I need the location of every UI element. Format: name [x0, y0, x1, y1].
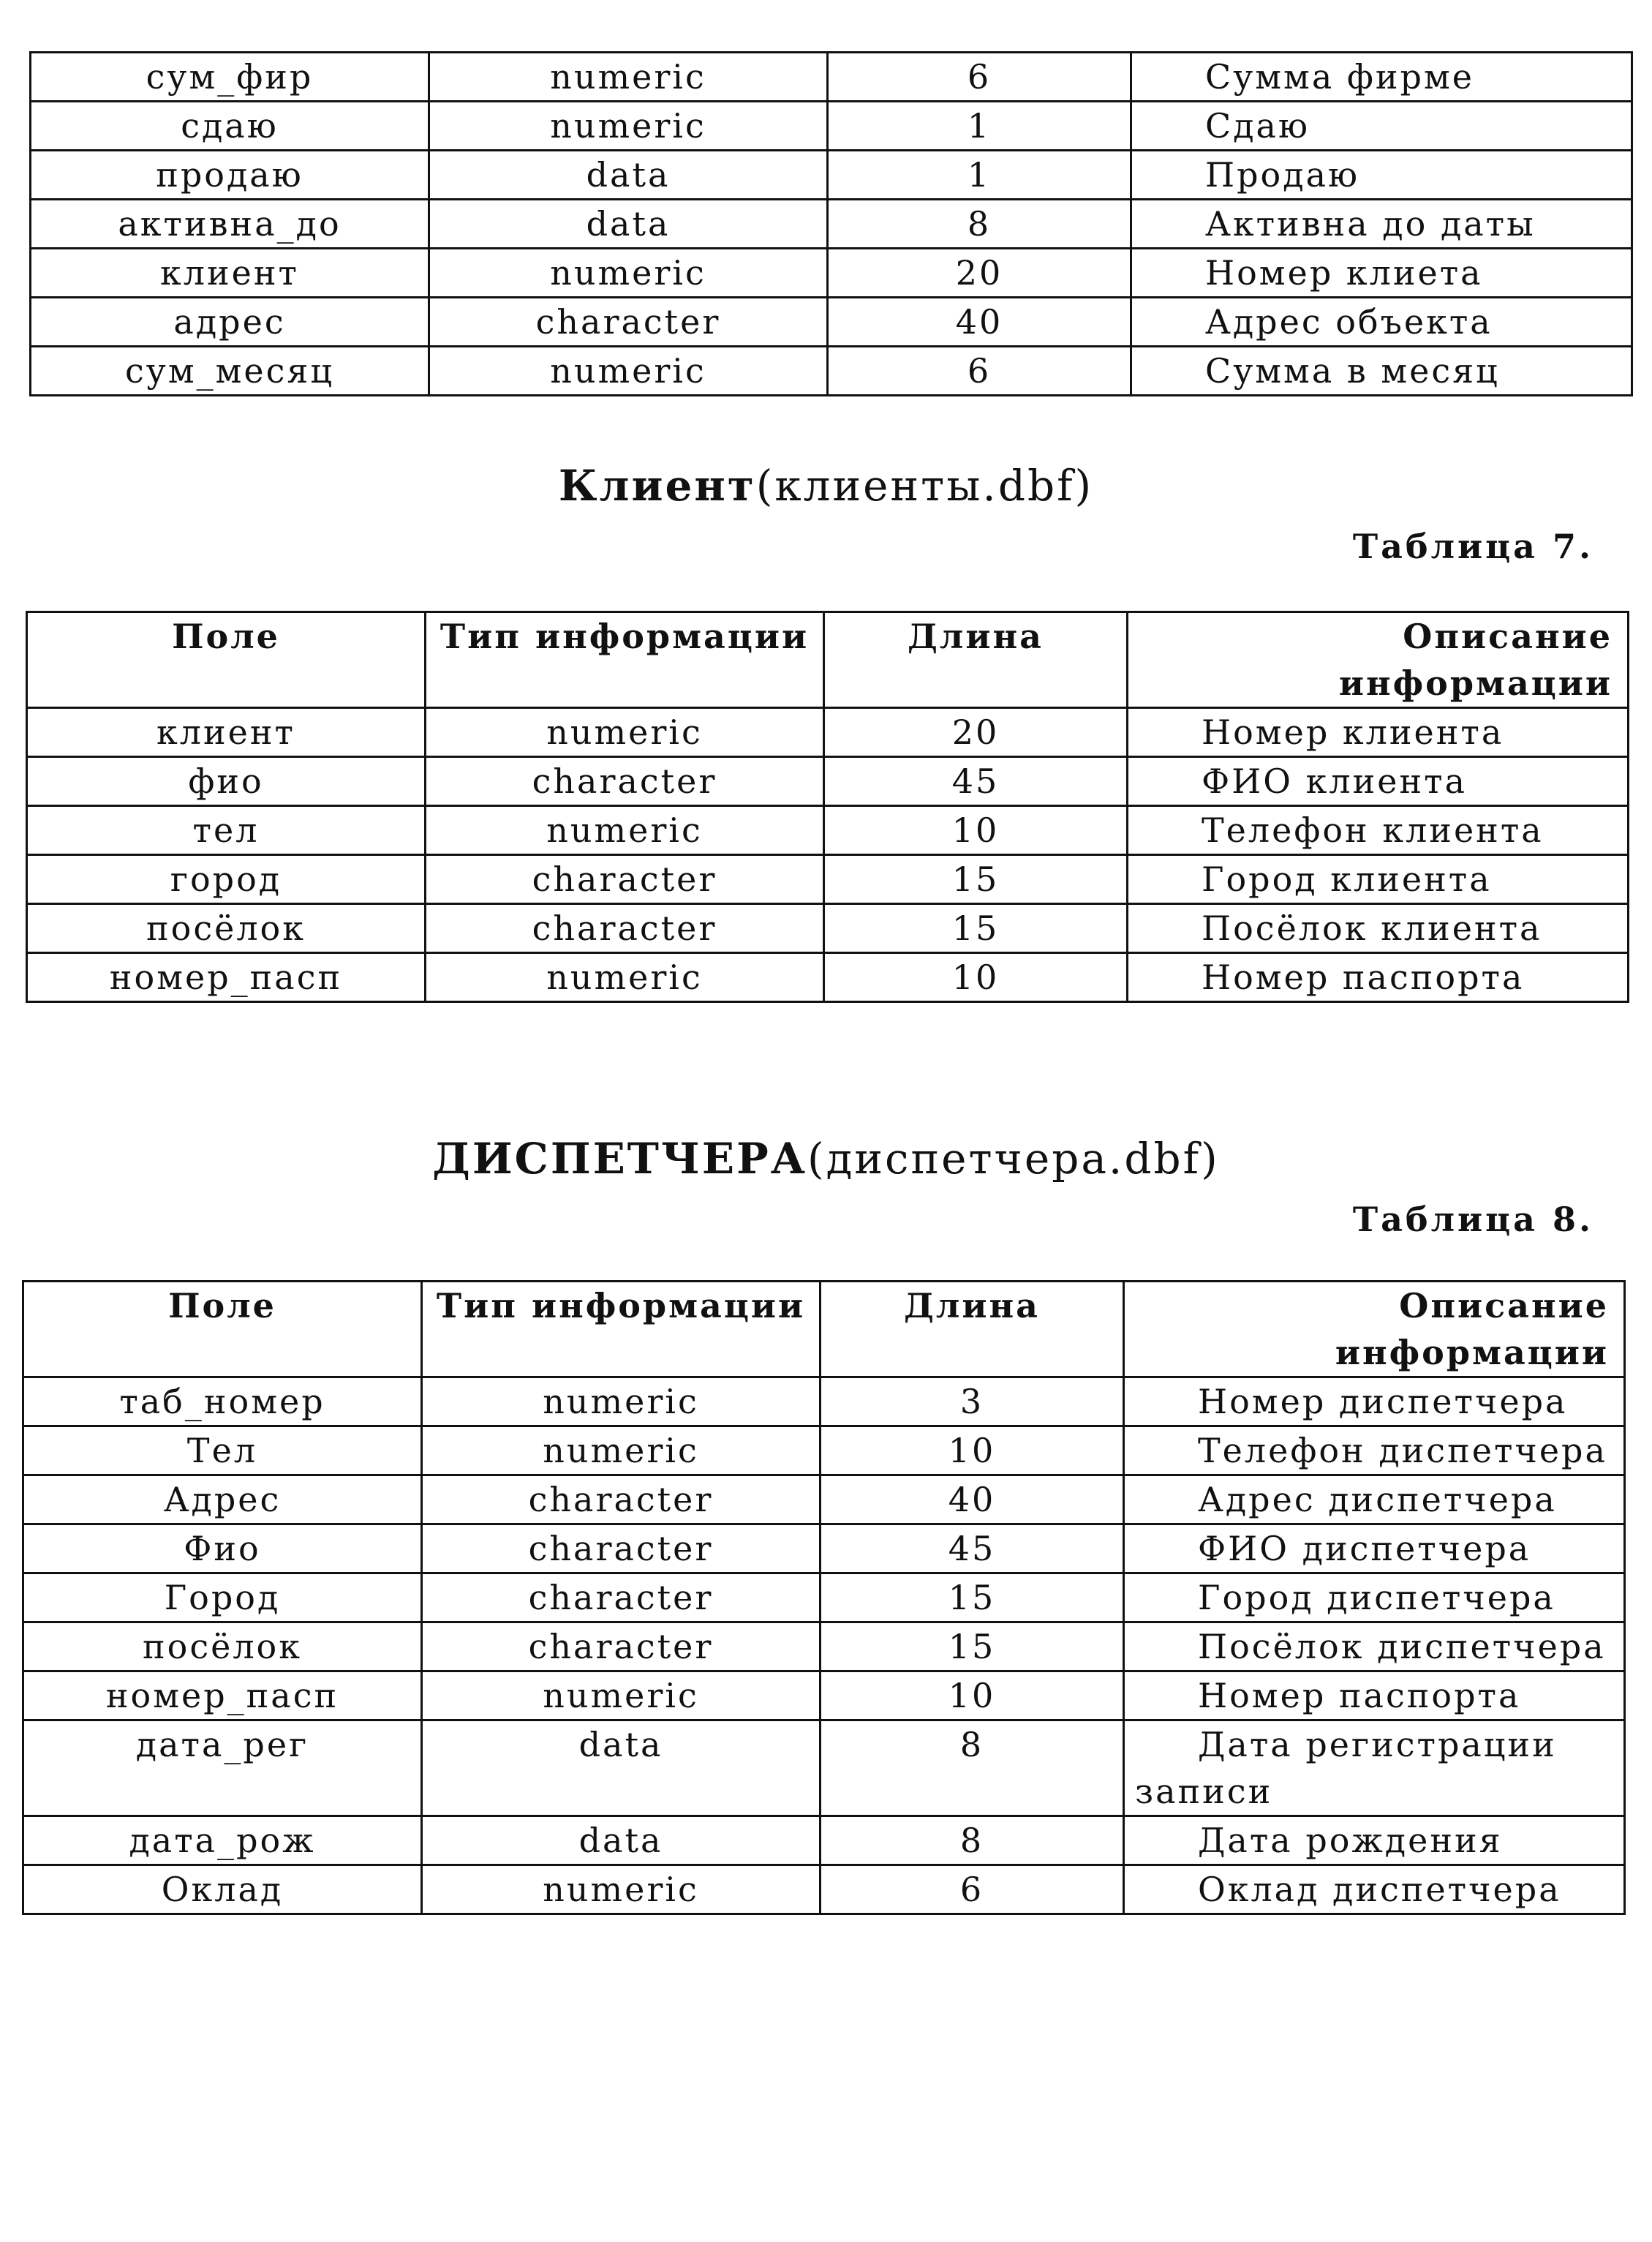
cell-length: 45	[824, 757, 1128, 806]
header-row	[23, 1282, 1625, 1377]
cell-field: клиент	[27, 708, 426, 757]
cell-description: Продаю	[1131, 151, 1632, 200]
cell-description: Телефон клиента	[1128, 806, 1629, 855]
cell-type: data	[422, 1816, 821, 1865]
table-row	[23, 1377, 1625, 1426]
table-row	[27, 904, 1629, 953]
table-row	[23, 1622, 1625, 1671]
cell-type: data	[422, 1720, 821, 1816]
cell-length: 10	[824, 953, 1128, 1002]
cell-description: Сумма в месяц	[1131, 347, 1632, 396]
cell-field: сум_фир	[31, 53, 429, 102]
cell-type: data	[429, 151, 828, 200]
cell-field: сдаю	[31, 102, 429, 151]
cell-description: ФИО диспетчера	[1124, 1524, 1625, 1573]
cell-type: numeric	[422, 1377, 821, 1426]
cell-length: 40	[828, 298, 1131, 347]
cell-length: 6	[821, 1865, 1124, 1914]
table-row	[31, 102, 1632, 151]
cell-length: 6	[828, 53, 1131, 102]
table-row	[27, 953, 1629, 1002]
cell-description: Дата регистрации записи	[1124, 1720, 1625, 1816]
table-7-number: Таблица 7.	[1352, 527, 1593, 566]
cell-type: numeric	[422, 1426, 821, 1475]
table-row	[23, 1671, 1625, 1720]
header-field: Поле	[23, 1282, 422, 1377]
table-row	[31, 200, 1632, 249]
table-row	[27, 757, 1629, 806]
cell-type: character	[422, 1573, 821, 1622]
cell-type: numeric	[422, 1865, 821, 1914]
cell-field: Тел	[23, 1426, 422, 1475]
table-row	[27, 855, 1629, 904]
cell-type: character	[422, 1475, 821, 1524]
cell-description: ФИО клиента	[1128, 757, 1629, 806]
cell-length: 8	[828, 200, 1131, 249]
cell-type: numeric	[429, 102, 828, 151]
table-row	[27, 708, 1629, 757]
header-type: Тип информации	[422, 1282, 821, 1377]
cell-length: 40	[821, 1475, 1124, 1524]
cell-description: Номер клиента	[1128, 708, 1629, 757]
header-description: Описание информации	[1124, 1282, 1625, 1377]
cell-description: Адрес объекта	[1131, 298, 1632, 347]
cell-description: Сдаю	[1131, 102, 1632, 151]
section-7-title: Клиент(клиенты.dbf)	[558, 461, 1094, 511]
cell-field: посёлок	[23, 1622, 422, 1671]
table-row	[23, 1573, 1625, 1622]
cell-field: номер_пасп	[23, 1671, 422, 1720]
table-row	[23, 1475, 1625, 1524]
header-description: Описание информации	[1128, 612, 1629, 708]
cell-length: 8	[821, 1816, 1124, 1865]
cell-type: character	[429, 298, 828, 347]
table-8-number: Таблица 8.	[1352, 1200, 1593, 1239]
table-row	[23, 1816, 1625, 1865]
cell-field: Город	[23, 1573, 422, 1622]
cell-field: активна_до	[31, 200, 429, 249]
cell-description: Дата рождения	[1124, 1816, 1625, 1865]
cell-type: numeric	[429, 53, 828, 102]
cell-field: Оклад	[23, 1865, 422, 1914]
section-8-title: ДИСПЕТЧЕРА(диспетчера.dbf)	[432, 1134, 1220, 1184]
cell-field: продаю	[31, 151, 429, 200]
cell-field: дата_рож	[23, 1816, 422, 1865]
cell-type: numeric	[429, 249, 828, 298]
cell-description: Город клиента	[1128, 855, 1629, 904]
cell-type: numeric	[426, 806, 824, 855]
cell-field: таб_номер	[23, 1377, 422, 1426]
cell-length: 10	[821, 1671, 1124, 1720]
cell-field: город	[27, 855, 426, 904]
cell-description: Сумма фирме	[1131, 53, 1632, 102]
table-row	[31, 53, 1632, 102]
cell-description: Посёлок клиента	[1128, 904, 1629, 953]
cell-type: character	[422, 1622, 821, 1671]
header-type: Тип информации	[426, 612, 824, 708]
table-8	[22, 1280, 1626, 1915]
cell-length: 8	[821, 1720, 1124, 1816]
cell-type: numeric	[426, 708, 824, 757]
cell-field: фио	[27, 757, 426, 806]
table-row	[27, 806, 1629, 855]
cell-length: 1	[828, 102, 1131, 151]
header-length: Длина	[821, 1282, 1124, 1377]
cell-description: Адрес диспетчера	[1124, 1475, 1625, 1524]
cell-length: 1	[828, 151, 1131, 200]
cell-length: 15	[824, 904, 1128, 953]
cell-description: Телефон диспетчера	[1124, 1426, 1625, 1475]
cell-length: 10	[824, 806, 1128, 855]
cell-type: character	[426, 855, 824, 904]
cell-type: numeric	[429, 347, 828, 396]
cell-field: адрес	[31, 298, 429, 347]
cell-length: 15	[821, 1622, 1124, 1671]
cell-length: 3	[821, 1377, 1124, 1426]
header-length: Длина	[824, 612, 1128, 708]
cell-length: 20	[824, 708, 1128, 757]
cell-field: клиент	[31, 249, 429, 298]
cell-description: Посёлок диспетчера	[1124, 1622, 1625, 1671]
header-field: Поле	[27, 612, 426, 708]
cell-field: тел	[27, 806, 426, 855]
cell-description: Оклад диспетчера	[1124, 1865, 1625, 1914]
table-7	[26, 611, 1629, 1003]
cell-type: character	[422, 1524, 821, 1573]
cell-length: 20	[828, 249, 1131, 298]
cell-length: 15	[821, 1573, 1124, 1622]
table-row	[31, 298, 1632, 347]
table-row	[23, 1524, 1625, 1573]
cell-length: 45	[821, 1524, 1124, 1573]
cell-field: Адрес	[23, 1475, 422, 1524]
cell-field: сум_месяц	[31, 347, 429, 396]
table-row	[23, 1720, 1625, 1816]
cell-type: character	[426, 904, 824, 953]
table-row	[31, 249, 1632, 298]
cell-type: character	[426, 757, 824, 806]
table-row	[31, 151, 1632, 200]
cell-type: numeric	[422, 1671, 821, 1720]
cell-field: Фио	[23, 1524, 422, 1573]
cell-description: Активна до даты	[1131, 200, 1632, 249]
cell-field: посёлок	[27, 904, 426, 953]
cell-description: Номер клиета	[1131, 249, 1632, 298]
cell-field: дата_рег	[23, 1720, 422, 1816]
cell-description: Номер паспорта	[1124, 1671, 1625, 1720]
table-6-continuation	[29, 51, 1633, 396]
cell-description: Город диспетчера	[1124, 1573, 1625, 1622]
cell-description: Номер диспетчера	[1124, 1377, 1625, 1426]
cell-field: номер_пасп	[27, 953, 426, 1002]
cell-length: 15	[824, 855, 1128, 904]
cell-length: 10	[821, 1426, 1124, 1475]
table-row	[31, 347, 1632, 396]
table-row	[23, 1865, 1625, 1914]
cell-length: 6	[828, 347, 1131, 396]
cell-type: data	[429, 200, 828, 249]
header-row	[27, 612, 1629, 708]
cell-type: numeric	[426, 953, 824, 1002]
cell-description: Номер паспорта	[1128, 953, 1629, 1002]
table-row	[23, 1426, 1625, 1475]
